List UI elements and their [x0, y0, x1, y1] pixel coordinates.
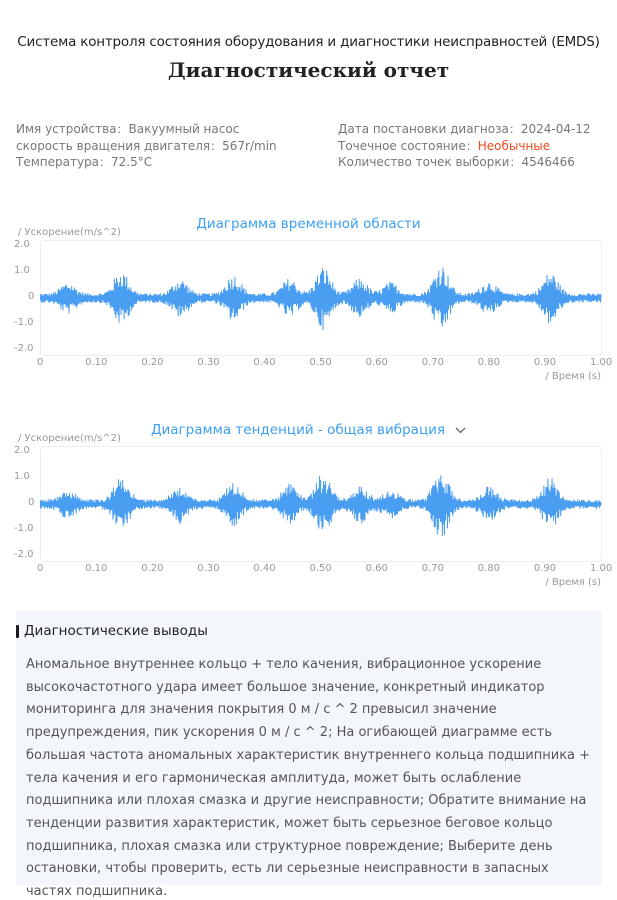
conclusion-text: Аномальное внутреннее кольцо + тело качения, вибрационное ускорение высокочастотного удара имеет большое значение, конкретный индикатор мониторинга для значения покрытия 0 м / с ^ 2 превысил значение предупреждения, пик ускорения 0 м / с ^ 2; На огибающей диаграмме есть большая частота аномальных характеристик внутреннего кольца подшипника + тела качения и его гармоническая амплитуда, может быть ослабление подшипника или плохая смазка и другие неисправности; Обратите внимание на тенденции развития характеристик, может быть серьезное беговое кольцо подшипника, плохая смазка или структурное повреждение; Выберите день остановки, чтобы проверить, есть ли серьезные неисправности в запасных частях подшипника.	[26, 657, 591, 900]
y-tick-label: 0	[28, 497, 35, 508]
x-tick-label: 0.40	[253, 357, 276, 368]
info-value: 567r/min	[222, 138, 277, 153]
y-tick-label: 1.0	[14, 471, 30, 482]
info-motor-speed	[16, 138, 277, 155]
trend-chart-title: Диаграмма тенденций - общая вибрация	[150, 422, 446, 438]
x-tick-label: 0.90	[533, 357, 557, 368]
x-tick-label: 0.40	[253, 563, 276, 574]
y-tick-label: 2.0	[14, 445, 30, 456]
device-info-left	[16, 121, 277, 171]
signal-series-line	[40, 475, 601, 536]
x-tick-label: 0	[37, 563, 44, 574]
info-value: 4546466	[521, 155, 575, 169]
chart1-ylabel: / Ускорение(m/s^2)	[18, 227, 121, 238]
y-tick-label: -1.0	[14, 317, 34, 328]
info-label: Имя устройства：	[16, 122, 129, 136]
report-title: Диагностический отчет	[167, 58, 450, 82]
info-diagnosis-date	[338, 121, 591, 138]
x-tick-label: 0.10	[85, 357, 108, 368]
chart2-ylabel: / Ускорение(m/s^2)	[18, 433, 121, 444]
x-tick-label: 0.20	[141, 563, 164, 574]
conclusion-header	[16, 623, 208, 639]
status-badge: Необычные	[477, 138, 551, 153]
info-label: Точечное состояние：	[338, 138, 478, 153]
info-value: Вакуумный насос	[128, 122, 240, 136]
x-tick-label: 0.50	[309, 357, 332, 368]
info-label: Температура：	[16, 155, 112, 169]
device-info-right	[338, 121, 591, 171]
conclusion-title: Диагностические выводы	[24, 623, 208, 639]
x-tick-label: 0.80	[477, 357, 501, 368]
x-tick-label: 0.30	[197, 357, 220, 368]
info-label: Количество точек выборки：	[338, 155, 522, 169]
x-tick-label: 0.50	[309, 563, 332, 574]
x-tick-label: 0.30	[197, 563, 220, 574]
trend-chart	[40, 446, 602, 562]
x-tick-label: 0.70	[421, 563, 444, 574]
info-device-name	[16, 121, 277, 138]
x-tick-label: 1.00	[590, 563, 613, 574]
info-temperature	[16, 154, 277, 171]
chevron-down-icon[interactable]	[455, 424, 466, 437]
y-tick-label: -2.0	[14, 549, 34, 560]
y-tick-label: 1.0	[14, 265, 30, 276]
x-tick-label: 0.20	[141, 357, 164, 368]
y-tick-label: -1.0	[14, 523, 34, 534]
x-tick-label: 0.10	[85, 563, 108, 574]
y-tick-label: 0	[28, 291, 35, 302]
signal-series-line	[40, 268, 601, 330]
y-tick-label: -2.0	[14, 343, 34, 354]
info-point-status	[338, 138, 591, 155]
x-tick-label: 1.00	[590, 357, 613, 368]
conclusion-accent-bar	[16, 625, 19, 638]
x-tick-label: 0.60	[365, 563, 388, 574]
time-domain-chart	[40, 240, 602, 356]
info-value: 72.5°C	[111, 155, 153, 169]
x-tick-label: 0.60	[365, 357, 388, 368]
system-title: Система контроля состояния оборудования и диагностики неисправностей (EMDS)	[17, 34, 600, 50]
info-label: Дата постановки диагноза：	[338, 122, 521, 136]
chart2-xlabel: / Время (s)	[545, 577, 601, 588]
x-tick-label: 0.90	[533, 563, 557, 574]
chart1-xlabel: / Время (s)	[545, 371, 601, 382]
time-domain-chart-title: Диаграмма временной области	[196, 216, 421, 232]
y-tick-label: 2.0	[14, 239, 30, 250]
info-label: скорость вращения двигателя：	[16, 138, 223, 153]
info-value: 2024-04-12	[520, 122, 591, 136]
x-tick-label: 0.70	[421, 357, 444, 368]
x-tick-label: 0.80	[477, 563, 501, 574]
info-sample-count	[338, 154, 591, 171]
diagnostic-conclusion-panel	[16, 611, 602, 900]
x-tick-label: 0	[37, 357, 44, 368]
